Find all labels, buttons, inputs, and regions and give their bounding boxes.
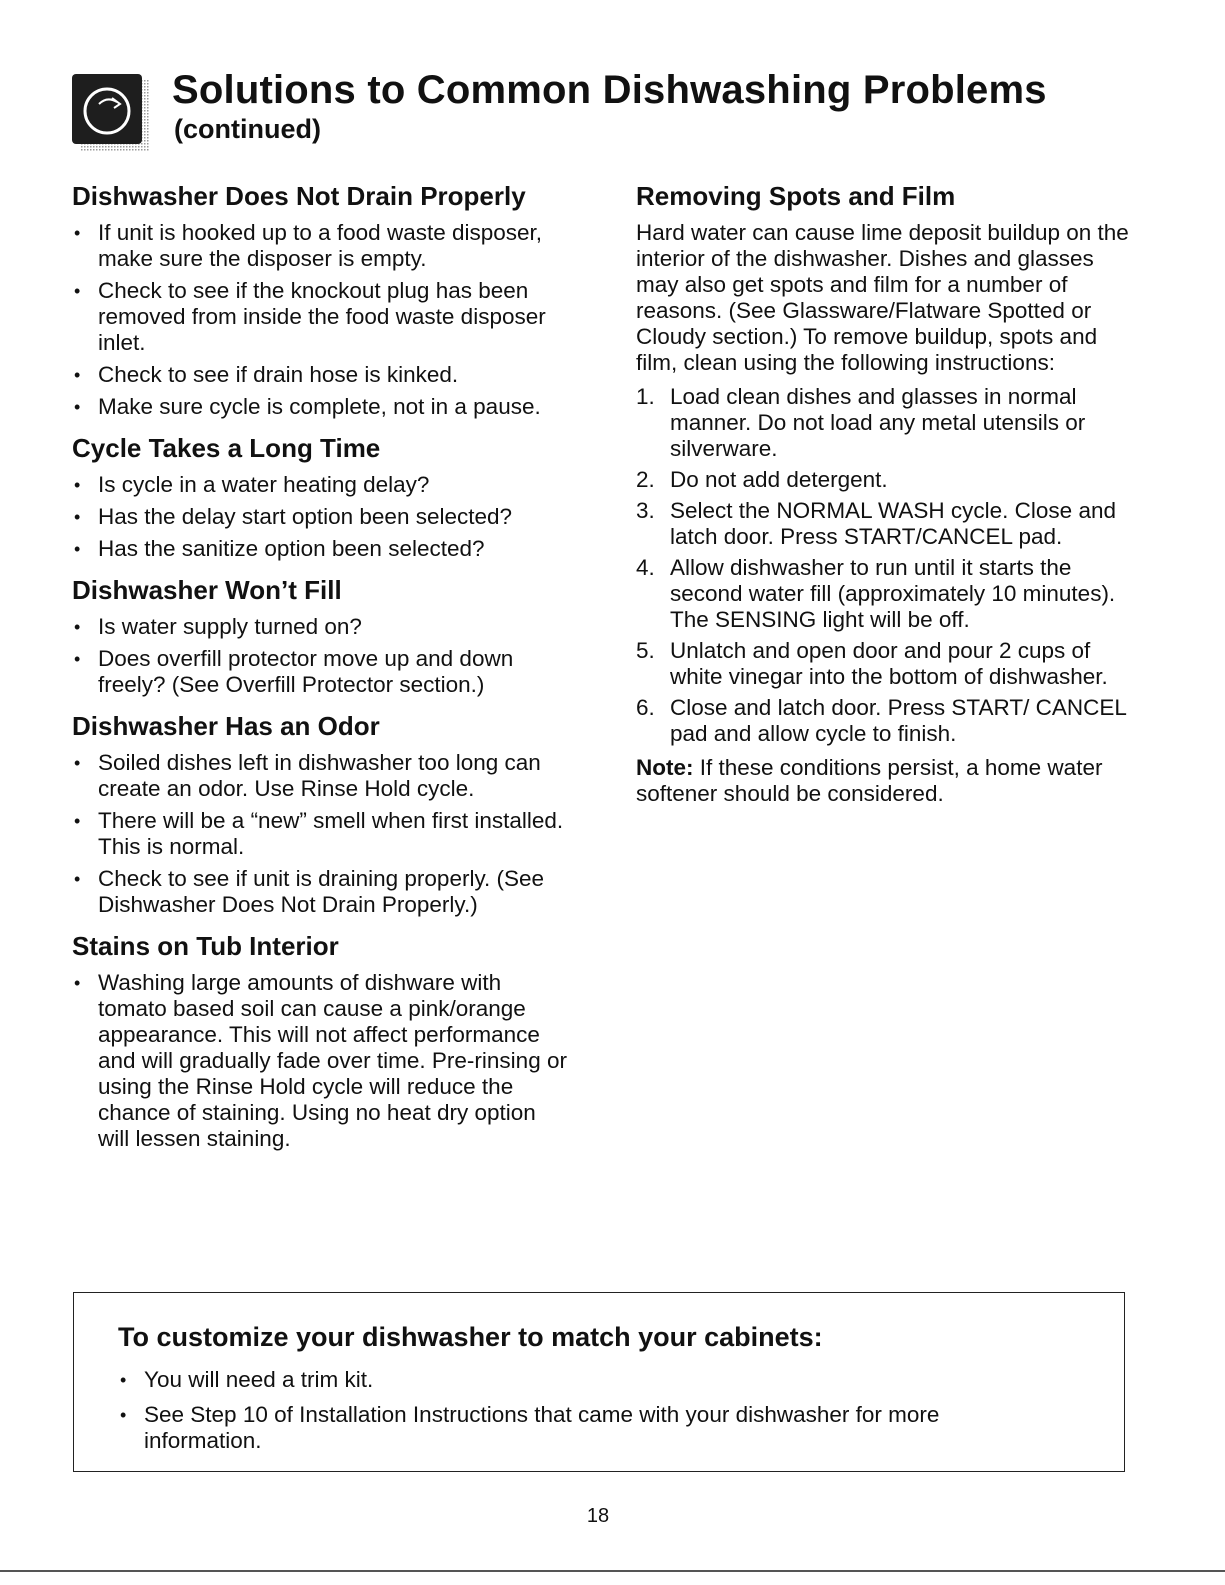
step-item: 2. Do not add detergent.: [636, 467, 888, 492]
section-heading: Dishwasher Does Not Drain Properly: [72, 181, 526, 211]
step-number: 3.: [636, 498, 655, 523]
list-item: • You will need a trim kit.: [120, 1367, 374, 1392]
section-heading: Stains on Tub Interior: [72, 931, 339, 961]
list-item: • There will be a “new” smell when first installed. This is normal.: [74, 808, 564, 859]
step-item: 6. Close and latch door. Press START/ CANCEL pad and allow cycle to finish.: [636, 695, 1127, 746]
bullet-icon: •: [74, 973, 81, 993]
step-number: 6.: [636, 695, 655, 720]
bullet-icon: •: [74, 475, 81, 495]
customize-tip-box: [73, 1292, 1125, 1472]
section-long-time: [72, 430, 572, 562]
intro-paragraph: Hard water can cause lime deposit buildup on the interior of the dishwasher. Dishes and glasses may also get spots and film for a number of reasons. (See Glassware/Flatware Spotted or Cloudy section.) To remove buildup, spots and film, clean using the following instructions:: [636, 220, 1129, 375]
list-item: • If unit is hooked up to a food waste disposer, make sure the disposer is empty.: [74, 220, 543, 271]
section-wont-fill: [72, 572, 572, 698]
bullet-icon: •: [74, 649, 81, 669]
list-item: • Is water supply turned on?: [74, 614, 362, 639]
bottom-divider: [0, 1570, 1225, 1572]
step-item: 1. Load clean dishes and glasses in normal manner. Do not load any metal utensils or silverware.: [636, 384, 1086, 461]
list-item: • Soiled dishes left in dishwasher too long can create an odor. Use Rinse Hold cycle.: [74, 750, 541, 801]
bullet-icon: •: [74, 617, 81, 637]
list-item: • Does overfill protector move up and down freely? (See Overfill Protector section.): [74, 646, 514, 697]
right-column: [636, 178, 1136, 815]
list-item: • Is cycle in a water heating delay?: [74, 472, 430, 497]
bullet-icon: •: [74, 397, 81, 417]
bullet-icon: •: [74, 365, 81, 385]
note-paragraph: [636, 755, 1136, 807]
note-text: If these conditions persist, a home water softener should be considered.: [636, 755, 1103, 806]
bullet-icon: •: [74, 753, 81, 773]
note-label: Note:: [636, 755, 694, 780]
section-stains: [72, 928, 572, 1152]
bullet-icon: •: [74, 811, 81, 831]
list-item: • Washing large amounts of dishware with tomato based soil can cause a pink/orange appearance. This will not affect performance and will gradually fade over time. Pre-rinsing or using the Rinse Hold cycle will reduce the chance of staining. Using no heat dry option will lessen staining.: [74, 970, 567, 1151]
page-number: 18: [586, 1505, 610, 1527]
bullet-icon: •: [74, 507, 81, 527]
section-heading: Dishwasher Has an Odor: [72, 711, 380, 741]
list-item: • Check to see if the knockout plug has been removed from inside the food waste disposer inlet.: [74, 278, 546, 355]
bullet-icon: •: [74, 223, 81, 243]
step-item: 4. Allow dishwasher to run until it starts the second water fill (approximately 10 minutes). The SENSING light will be off.: [636, 555, 1116, 632]
step-number: 4.: [636, 555, 655, 580]
section-heading: Removing Spots and Film: [636, 181, 956, 211]
list-item: • Check to see if unit is draining properly. (See Dishwasher Does Not Drain Properly.): [74, 866, 545, 917]
step-number: 1.: [636, 384, 655, 409]
page-header: [72, 62, 1172, 162]
page-title: Solutions to Common Dishwashing Problems: [172, 68, 1047, 112]
list-item: • Has the sanitize option been selected?: [74, 536, 485, 561]
steps-list: [636, 384, 1136, 747]
page-subtitle: (continued): [174, 114, 321, 144]
section-odor: [72, 708, 572, 918]
dishwasher-help-icon: [72, 74, 150, 152]
bullet-icon: •: [74, 869, 81, 889]
left-column: [72, 178, 572, 1162]
list-item: • Make sure cycle is complete, not in a pause.: [74, 394, 541, 419]
step-number: 2.: [636, 467, 655, 492]
tip-list: [118, 1367, 1018, 1460]
step-number: 5.: [636, 638, 655, 663]
step-item: 3. Select the NORMAL WASH cycle. Close and latch door. Press START/CANCEL pad.: [636, 498, 1116, 549]
tip-title: To customize your dishwasher to match your cabinets:: [118, 1322, 823, 1352]
section-heading: Cycle Takes a Long Time: [72, 433, 381, 463]
step-item: 5. Unlatch and open door and pour 2 cups of white vinegar into the bottom of dishwasher.: [636, 638, 1108, 689]
bullet-icon: •: [74, 539, 81, 559]
list-item: • Has the delay start option been selected?: [74, 504, 513, 529]
bullet-icon: •: [120, 1370, 127, 1390]
section-drain: [72, 178, 572, 420]
list-item: • Check to see if drain hose is kinked.: [74, 362, 459, 387]
bullet-icon: •: [74, 281, 81, 301]
bullet-icon: •: [120, 1405, 127, 1425]
section-heading: Dishwasher Won’t Fill: [72, 575, 342, 605]
list-item: • See Step 10 of Installation Instructions that came with your dishwasher for more information.: [120, 1402, 940, 1453]
